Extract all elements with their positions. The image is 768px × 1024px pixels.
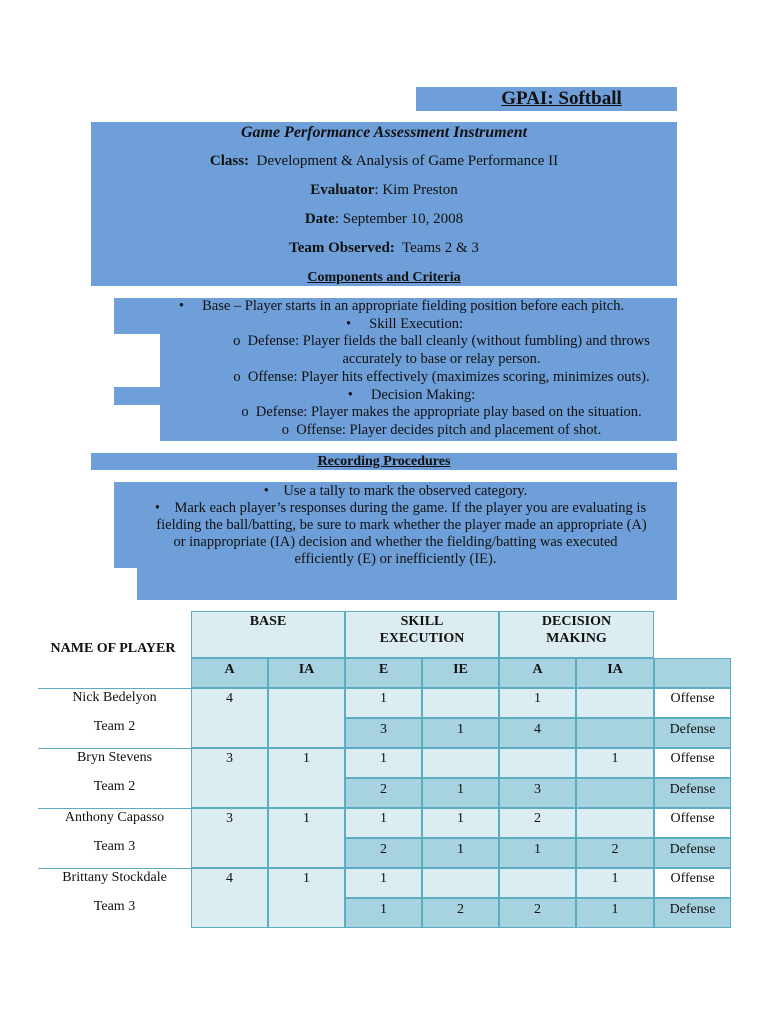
subheader-skill-ie: IE <box>422 658 499 688</box>
subheader-decision-ia: IA <box>576 658 654 688</box>
class-line <box>91 153 677 170</box>
cell-base-ia: 1 <box>268 868 345 928</box>
cell-defense-e: 1 <box>345 898 422 928</box>
cell-defense-ia: 2 <box>576 838 654 868</box>
row-label-offense: Offense <box>654 688 731 718</box>
cell-offense-ie: 1 <box>422 808 499 838</box>
cell-offense-ia: 1 <box>576 748 654 778</box>
row-divider <box>38 808 191 809</box>
row-label-defense: Defense <box>654 718 731 748</box>
row-divider <box>38 868 191 869</box>
cell-offense-ie <box>422 868 499 898</box>
procedure-item-cont: fielding the ball/batting, be sure to mark whether the player made an appropriate (A) <box>156 517 647 533</box>
player-team: Team 3 <box>93 839 136 854</box>
criteria-item-decision: • Decision Making: <box>347 386 476 403</box>
cell-defense-a: 4 <box>499 718 576 748</box>
bullet-icon: • <box>154 500 160 516</box>
bullet-icon: • <box>347 386 353 403</box>
cell-offense-ie <box>422 748 499 778</box>
row-label-defense: Defense <box>654 898 731 928</box>
subheader-base-a: A <box>191 658 268 688</box>
criteria-subitem: o Defense: Player fields the ball cleanly (without fumbling) and throws <box>233 333 650 350</box>
team-line <box>91 240 677 257</box>
cell-defense-e: 3 <box>345 718 422 748</box>
row-label-offense: Offense <box>654 748 731 778</box>
player-name: Anthony Capasso <box>64 810 165 825</box>
player-name: Bryn Stevens <box>76 750 153 765</box>
name-header: NAME OF PLAYER <box>50 641 176 656</box>
group-header-base: BASE <box>191 611 345 658</box>
recording-heading: Recording Procedures <box>91 453 677 470</box>
cell-defense-ie: 1 <box>422 838 499 868</box>
subheader-base-ia: IA <box>268 658 345 688</box>
cell-base-ia: 1 <box>268 748 345 808</box>
cell-offense-e: 1 <box>345 868 422 898</box>
class-value: Development & Analysis of Game Performance II <box>256 153 559 169</box>
procedure-item-cont: efficiently (E) or inefficiently (IE). <box>294 551 497 567</box>
procedure-item: • Use a tally to mark the observed category. <box>263 483 528 499</box>
cell-offense-e: 1 <box>345 808 422 838</box>
cell-defense-e: 2 <box>345 778 422 808</box>
title-box <box>416 87 677 111</box>
cell-offense-ia <box>576 808 654 838</box>
cell-offense-a <box>499 748 576 778</box>
circle-bullet-icon: o <box>281 421 290 438</box>
criteria-item-skill: • Skill Execution: <box>345 315 464 332</box>
page-title: GPAI: Softball <box>501 88 622 109</box>
evaluator-label: Evaluator <box>310 182 375 198</box>
row-label-defense: Defense <box>654 838 731 868</box>
bullet-icon: • <box>345 315 352 332</box>
cell-base-a: 3 <box>191 748 268 808</box>
cell-offense-a: 1 <box>499 688 576 718</box>
subheader-side <box>654 658 731 688</box>
cell-offense-a: 2 <box>499 808 576 838</box>
cell-offense-e: 1 <box>345 748 422 778</box>
circle-bullet-icon: o <box>241 404 249 421</box>
cell-defense-ia <box>576 718 654 748</box>
cell-defense-ie: 1 <box>422 718 499 748</box>
criteria-subitem-cont: accurately to base or relay person. <box>342 351 541 368</box>
subheader-skill-e: E <box>345 658 422 688</box>
subheader-decision-a: A <box>499 658 576 688</box>
team-value: Teams 2 & 3 <box>402 240 479 256</box>
row-divider <box>38 688 191 689</box>
criteria-item-base: • Base – Player starts in an appropriate fielding position before each pitch. <box>178 298 625 314</box>
cell-offense-ie <box>422 688 499 718</box>
date-line <box>91 211 677 228</box>
date-value: : September 10, 2008 <box>334 211 464 227</box>
criteria-subitem: o Defense: Player makes the appropriate play based on the situation. <box>241 404 642 421</box>
group-header-skill: SKILL EXECUTION <box>345 611 499 658</box>
cell-defense-ie: 1 <box>422 778 499 808</box>
player-team: Team 2 <box>93 779 136 794</box>
cell-base-ia: 1 <box>268 808 345 868</box>
criteria-subitem: o Offense: Player hits effectively (maximizes scoring, minimizes outs). <box>233 368 650 385</box>
cell-base-a: 4 <box>191 688 268 748</box>
player-name: Nick Bedelyon <box>72 690 157 705</box>
circle-bullet-icon: o <box>233 368 241 385</box>
procedure-item-cont: or inappropriate (IA) decision and whether the fielding/batting was executed <box>173 534 618 550</box>
cell-offense-a <box>499 868 576 898</box>
cell-offense-ia <box>576 688 654 718</box>
row-divider <box>38 748 191 749</box>
cell-defense-a: 2 <box>499 898 576 928</box>
cell-base-ia <box>268 688 345 748</box>
cell-base-a: 3 <box>191 808 268 868</box>
bullet-icon: • <box>263 483 269 499</box>
components-heading: Components and Criteria <box>307 270 461 285</box>
player-team: Team 2 <box>93 719 136 734</box>
row-label-defense: Defense <box>654 778 731 808</box>
bullet-icon: • <box>178 298 184 314</box>
circle-bullet-icon: o <box>233 333 241 350</box>
cell-defense-a: 1 <box>499 838 576 868</box>
cell-defense-ia <box>576 778 654 808</box>
cell-defense-a: 3 <box>499 778 576 808</box>
player-name: Brittany Stockdale <box>62 870 167 885</box>
procedure-item: • Mark each player’s responses during the game. If the player you are evaluating is <box>154 500 647 516</box>
cell-defense-e: 2 <box>345 838 422 868</box>
class-label: Class: <box>209 153 250 169</box>
cell-defense-ia: 1 <box>576 898 654 928</box>
row-label-offense: Offense <box>654 868 731 898</box>
cell-offense-ia: 1 <box>576 868 654 898</box>
date-label: Date <box>304 211 335 227</box>
evaluator-value: : Kim Preston <box>374 182 458 198</box>
cell-base-a: 4 <box>191 868 268 928</box>
procedures-list <box>114 483 677 568</box>
player-team: Team 3 <box>93 899 136 914</box>
criteria-list <box>114 298 677 440</box>
cell-offense-e: 1 <box>345 688 422 718</box>
evaluator-line <box>91 182 677 199</box>
group-header-decision: DECISION MAKING <box>499 611 654 658</box>
criteria-subitem: o Offense: Player decides pitch and placement of shot. <box>281 421 602 438</box>
row-label-offense: Offense <box>654 808 731 838</box>
instrument-title: Game Performance Assessment Instrument <box>240 124 528 141</box>
team-label: Team Observed: <box>289 240 395 256</box>
procedures-panel-bottom <box>137 567 677 600</box>
header-block <box>91 122 677 286</box>
cell-defense-ie: 2 <box>422 898 499 928</box>
